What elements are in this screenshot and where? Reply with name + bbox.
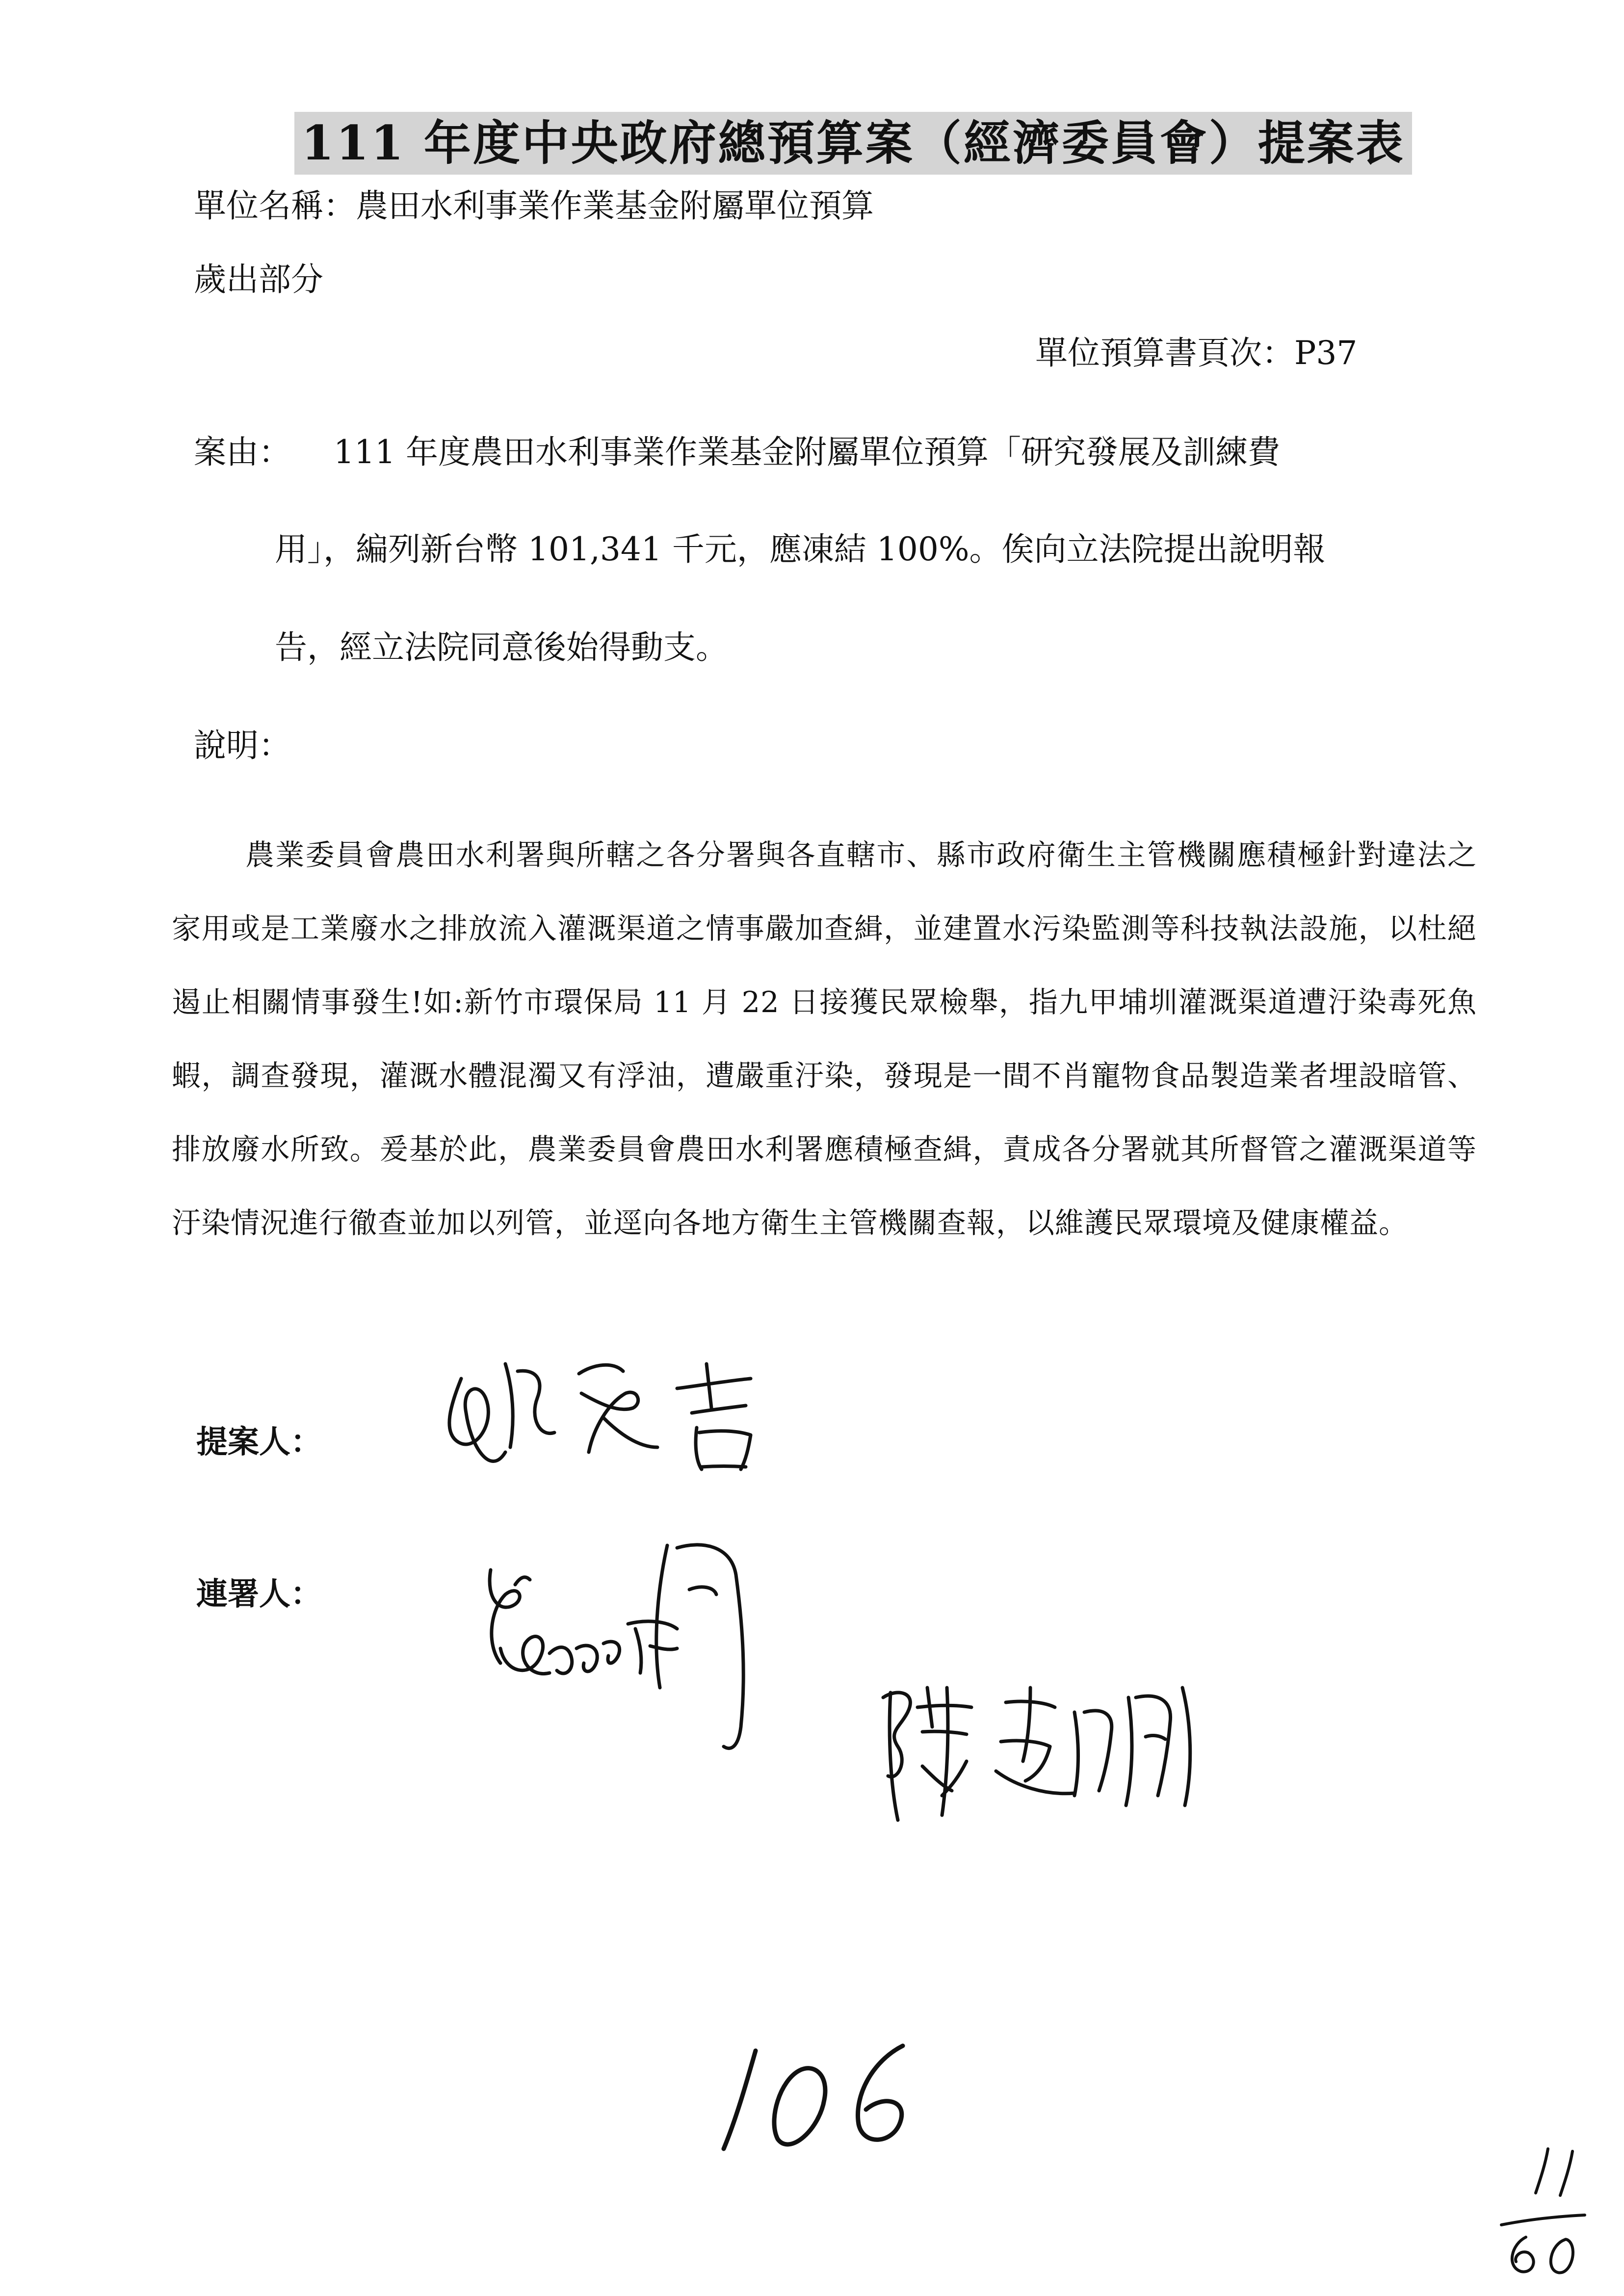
cosigner-signature-2 xyxy=(868,1658,1222,1835)
cosigner-label: 連署人： xyxy=(196,1576,322,1613)
reason-text-line-2: 用」，編列新台幣 101,341 千元，應凍結 100%。俟向立法院提出說明報 xyxy=(275,530,1326,568)
reason-text-line-1: 111 年度農田水利事業作業基金附屬單位預算「研究發展及訓練費 xyxy=(334,433,1280,471)
proposer-label: 提案人： xyxy=(196,1424,322,1461)
unit-name-line: 單位名稱：農田水利事業作業基金附屬單位預算 xyxy=(194,187,874,225)
description-label: 說明： xyxy=(194,727,291,764)
description-text: 農業委員會農田水利署與所轄之各分署與各直轄市、縣市政府衛生主管機關應積極針對違法之家用或是工業廢水之排放流入灌溉渠道之情事嚴加查緝，並建置水污染監測等科技執法設施，以杜絕遏止相關情事發生!如:新竹市環保局 11 月 22 日接獲民眾檢舉，指九甲埔圳灌溉渠道遭汙染毒死魚蝦，調查發現，灌溉水體混濁又有浮油，遭嚴重汙染，發現是一間不肖寵物食品製造業者埋設暗管、排放廢水所致。爰基於此，農業委員會農田水利署應積極查緝，責成各分署就其所督管之灌溉渠道等汙染情況進行徹查並加以列管，並逕向各地方衛生主管機關查報，以維護民眾環境及健康權益。 xyxy=(172,838,1477,1240)
handwritten-page-number xyxy=(697,2031,942,2159)
reason-text-line-3: 告，經立法院同意後始得動支。 xyxy=(275,628,728,666)
proposer-signature xyxy=(432,1334,834,1496)
page-title: 111 年度中央政府總預算案（經濟委員會）提案表 xyxy=(294,112,1412,175)
reason-label: 案由： xyxy=(194,433,291,471)
budget-page-reference: 單位預算書頁次：P37 xyxy=(1035,334,1358,372)
cosigner-signature-1 xyxy=(471,1531,824,1766)
handwritten-fraction xyxy=(1472,2139,1599,2286)
section-line: 歲出部分 xyxy=(194,261,323,298)
